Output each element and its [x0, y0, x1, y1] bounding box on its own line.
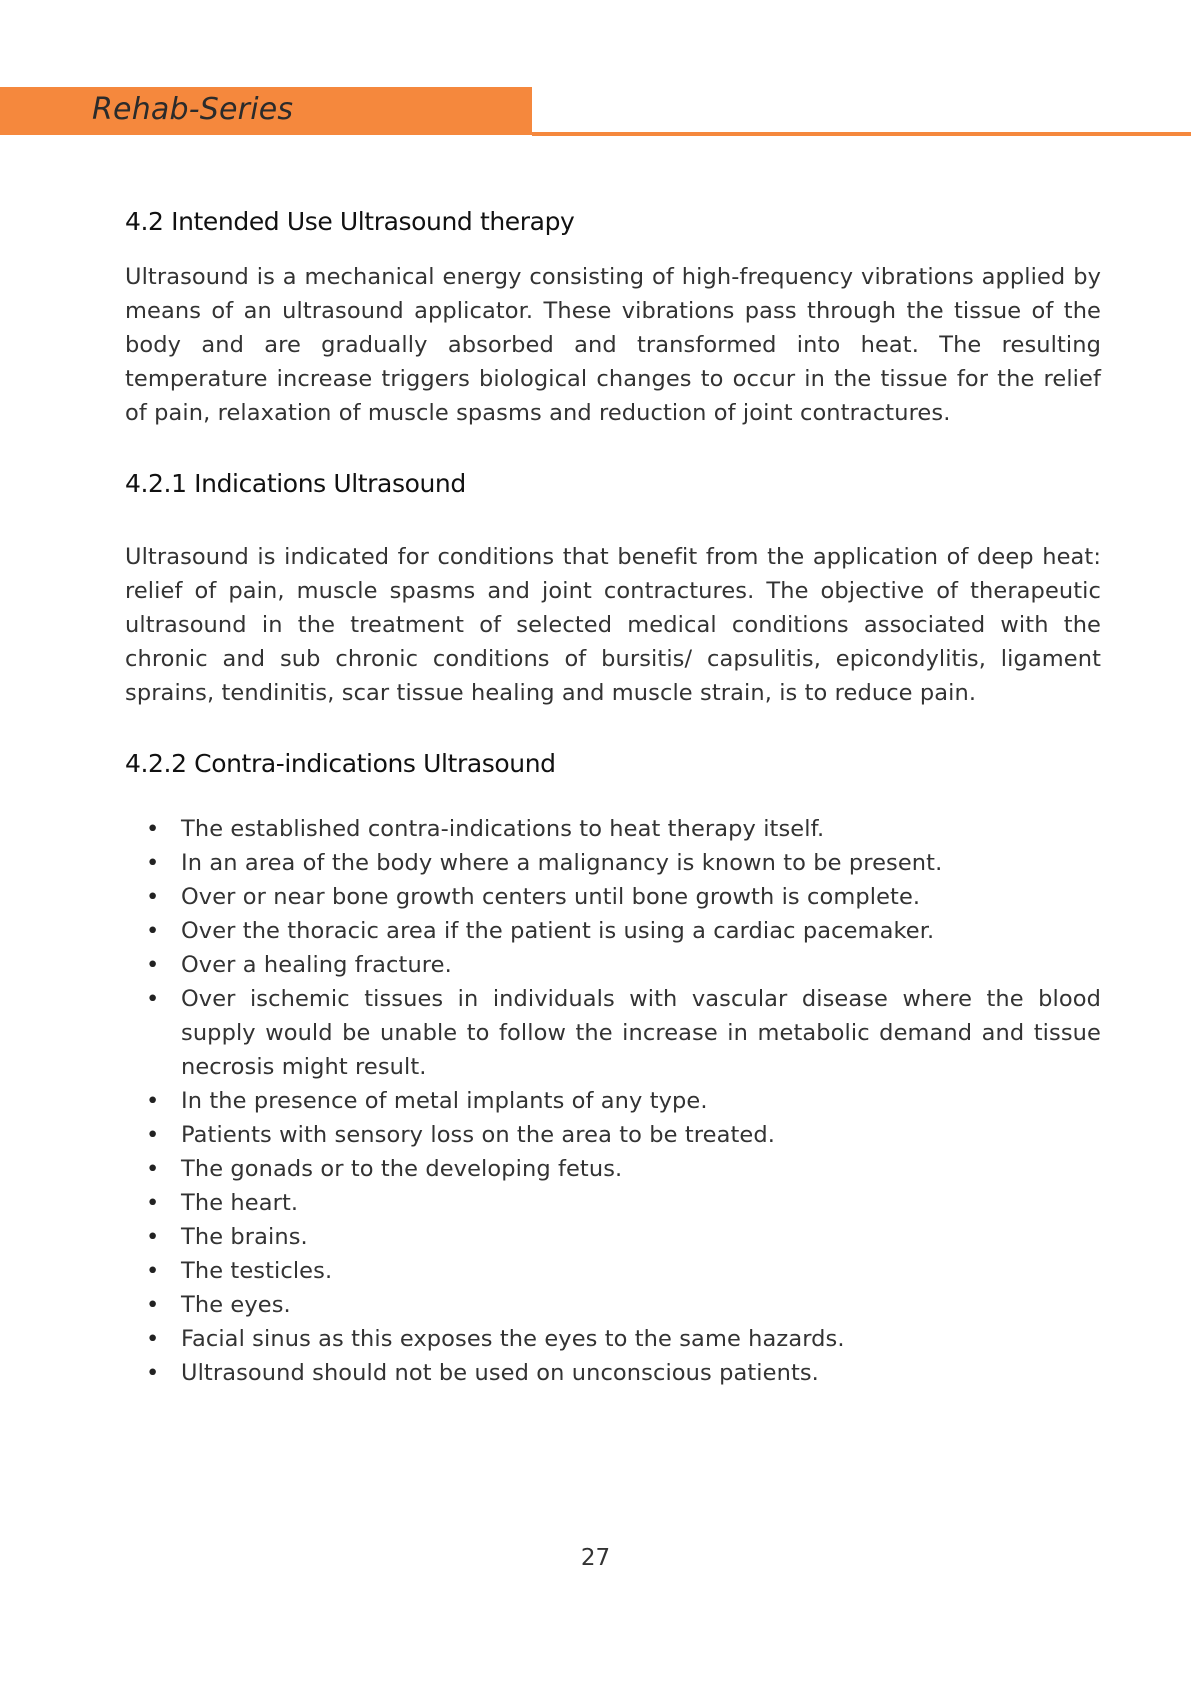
list-item-text: In an area of the body where a malignancy is known to be present. — [181, 850, 943, 876]
bullet-icon: • — [146, 816, 160, 842]
list-item-text: In the presence of metal implants of any type. — [181, 1088, 708, 1114]
list-item-text: Over a healing fracture. — [181, 952, 452, 978]
page-content — [125, 200, 1101, 1390]
bullet-icon: • — [146, 1190, 160, 1216]
bullet-icon: • — [146, 1360, 160, 1386]
list-item-text: The brains. — [181, 1224, 308, 1250]
list-item — [146, 812, 1101, 846]
bullet-icon: • — [146, 1224, 160, 1250]
list-item-text: The eyes. — [181, 1292, 291, 1318]
bullet-icon: • — [146, 952, 160, 978]
list-item-text: Over ischemic tissues in individuals with vascular disease where the blood supply would be unable to follow the increase in metabolic demand and tissue necrosis might result. — [181, 986, 1101, 1080]
list-item-text: Over the thoracic area if the patient is using a cardiac pacemaker. — [181, 918, 935, 944]
list-item — [146, 1186, 1101, 1220]
list-item-text: The established contra-indications to heat therapy itself. — [181, 816, 825, 842]
list-item-text: The testicles. — [181, 1258, 333, 1284]
heading-contra-indications: 4.2.2 Contra-indications Ultrasound — [125, 749, 556, 778]
heading-intended-use: 4.2 Intended Use Ultrasound therapy — [125, 207, 575, 236]
list-item-text: Ultrasound should not be used on unconscious patients. — [181, 1360, 819, 1386]
paragraph-intended-use: Ultrasound is a mechanical energy consisting of high-frequency vibrations applied by means of an ultrasound applicator. These vibrations pass through the tissue of the body and are gradually absorbed and transformed into heat. The resulting temperature increase triggers biological changes to occur in the tissue for the relief of pain, relaxation of muscle spasms and reduction of joint contractures. — [125, 264, 1101, 426]
heading-indications: 4.2.1 Indications Ultrasound — [125, 469, 466, 498]
list-item-text: Patients with sensory loss on the area to be treated. — [181, 1122, 775, 1148]
header-rule — [532, 132, 1191, 136]
bullet-icon: • — [146, 1122, 160, 1148]
list-item — [146, 1220, 1101, 1254]
bullet-icon: • — [146, 1326, 160, 1352]
list-item — [146, 1288, 1101, 1322]
list-item-text: Over or near bone growth centers until bone growth is complete. — [181, 884, 921, 910]
list-item — [146, 1152, 1101, 1186]
page-number: 27 — [580, 1545, 611, 1571]
list-item — [146, 982, 1101, 1084]
list-item — [146, 1254, 1101, 1288]
list-item-text: The gonads or to the developing fetus. — [181, 1156, 623, 1182]
list-item — [146, 846, 1101, 880]
list-item — [146, 1322, 1101, 1356]
list-item — [146, 1118, 1101, 1152]
bullet-icon: • — [146, 1292, 160, 1318]
bullet-icon: • — [146, 1156, 160, 1182]
series-title: Rehab-Series — [92, 92, 294, 127]
bullet-icon: • — [146, 918, 160, 944]
bullet-icon: • — [146, 986, 160, 1012]
list-item — [146, 880, 1101, 914]
paragraph-indications: Ultrasound is indicated for conditions that benefit from the application of deep heat: relief of pain, muscle spasms and joint contractures. The objective of therapeutic ultrasound in the treatment of selected medical conditions associated with the chronic and sub chronic conditions of bursitis/ capsulitis, epicondylitis, ligament sprains, tendinitis, scar tissue healing and muscle strain, is to reduce pain. — [125, 544, 1101, 706]
list-item — [146, 914, 1101, 948]
list-item — [146, 1084, 1101, 1118]
bullet-icon: • — [146, 1088, 160, 1114]
list-item-text: The heart. — [181, 1190, 299, 1216]
bullet-icon: • — [146, 1258, 160, 1284]
list-item — [146, 948, 1101, 982]
list-item — [146, 1356, 1101, 1390]
bullet-icon: • — [146, 850, 160, 876]
list-item-text: Facial sinus as this exposes the eyes to the same hazards. — [181, 1326, 845, 1352]
contra-indications-list — [125, 812, 1101, 1390]
bullet-icon: • — [146, 884, 160, 910]
